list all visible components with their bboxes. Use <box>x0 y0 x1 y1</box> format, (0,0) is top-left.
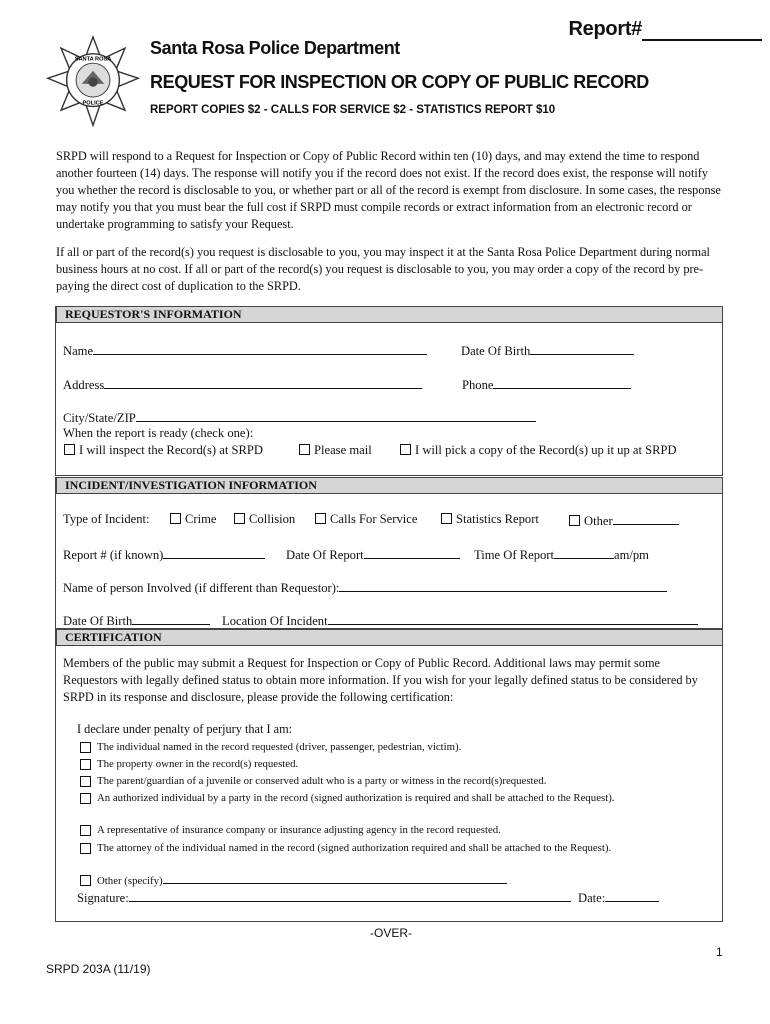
calls-checkbox[interactable] <box>315 513 326 524</box>
phone-field[interactable] <box>462 376 631 393</box>
police-badge-logo <box>46 34 140 130</box>
svg-text:POLICE: POLICE <box>82 100 104 107</box>
report-number-known-label: Report # (if known) <box>63 548 164 562</box>
stats-label: Statistics Report <box>456 512 539 526</box>
name-field[interactable] <box>63 342 427 359</box>
svg-text:SANTA ROSA: SANTA ROSA <box>74 56 112 63</box>
option-mail[interactable] <box>299 443 372 458</box>
incident-type-label: Type of Incident: <box>63 512 150 526</box>
city-field[interactable] <box>63 409 536 426</box>
signature-date-field[interactable] <box>578 889 659 906</box>
date-of-report-label: Date Of Report <box>286 548 364 562</box>
intro-paragraph-1: SRPD will respond to a Request for Inspection or Copy of Public Record within ten (10) days, and may extend the time to respond another fourteen (14) days. The response will notify you if the record does not exist. If the record does exist, the response will notify you whether the record is disclosable to you, or whether part or all of the record is exempt from disclosure. In some cases, the response may notify you that you must bear the full cost if SRPD must compile records or extract information from an electronic record or undertake programming to satisfy your Request. <box>56 149 721 231</box>
calls-label: Calls For Service <box>330 512 418 526</box>
cert-checkbox[interactable] <box>80 759 91 770</box>
person-involved-label: Name of person Involved (if different than Requestor): <box>63 581 340 595</box>
page-number: 1 <box>716 945 723 959</box>
cert-checkbox[interactable] <box>80 793 91 804</box>
pickup-checkbox[interactable] <box>400 444 411 455</box>
crime-label: Crime <box>185 512 217 526</box>
location-field[interactable] <box>222 612 698 629</box>
cert-item[interactable]: An authorized individual by a party in the record (signed authorization is required and shall be attached to the Request). <box>80 790 700 806</box>
cert-checkbox[interactable] <box>80 776 91 787</box>
department-name: Santa Rosa Police Department <box>150 38 400 58</box>
cert-checkbox[interactable] <box>80 825 91 836</box>
dob-label: Date Of Birth <box>461 344 531 358</box>
other-label: Other <box>584 514 613 528</box>
inspect-label: I will inspect the Record(s) at SRPD <box>79 443 263 457</box>
incident-dob-label: Date Of Birth <box>63 614 133 628</box>
option-pickup[interactable] <box>400 443 677 458</box>
type-calls[interactable] <box>315 512 417 527</box>
cert-checkbox[interactable] <box>80 875 91 886</box>
cert-item[interactable]: The property owner in the record(s) requested. <box>80 756 700 772</box>
report-number-field[interactable] <box>569 18 762 41</box>
type-collision[interactable] <box>234 512 295 527</box>
dob-field[interactable] <box>461 342 634 359</box>
time-of-report-field[interactable] <box>474 546 649 563</box>
signature-date-label: Date: <box>578 891 606 905</box>
incident-heading: INCIDENT/INVESTIGATION INFORMATION <box>56 477 723 494</box>
over-note: -OVER- <box>370 926 412 940</box>
cert-item[interactable]: The attorney of the individual named in the record (signed authorization required and shall be attached to the Request). <box>80 840 700 856</box>
signature-label: Signature: <box>77 891 129 905</box>
cert-item[interactable]: The parent/guardian of a juvenile or conserved adult who is a party or witness in the record(s)requested. <box>80 773 700 789</box>
location-label: Location Of Incident <box>222 614 328 628</box>
type-stats[interactable] <box>441 512 539 527</box>
fee-schedule: REPORT COPIES $2 - CALLS FOR SERVICE $2 - STATISTICS REPORT $10 <box>150 104 556 116</box>
stats-checkbox[interactable] <box>441 513 452 524</box>
collision-label: Collision <box>249 512 296 526</box>
cert-item[interactable]: A representative of insurance company or insurance adjusting agency in the record requested. <box>80 822 700 838</box>
phone-label: Phone <box>462 378 494 392</box>
cert-checkbox[interactable] <box>80 742 91 753</box>
report-number-known-field[interactable] <box>63 546 265 563</box>
inspect-checkbox[interactable] <box>64 444 75 455</box>
mail-label: Please mail <box>314 443 372 457</box>
report-number-label: Report# <box>568 18 642 40</box>
time-of-report-label: Time Of Report <box>474 548 554 562</box>
declare-text: I declare under penalty of perjury that I am: <box>77 722 293 736</box>
type-crime[interactable] <box>170 512 216 527</box>
cert-item[interactable]: The individual named in the record requested (driver, passenger, pedestrian, victim). <box>80 739 700 755</box>
ready-question: When the report is ready (check one): <box>63 426 254 440</box>
form-title: REQUEST FOR INSPECTION OR COPY OF PUBLIC RECORD <box>150 72 649 92</box>
certification-text: Members of the public may submit a Request for Inspection or Copy of Public Record. Additional laws may permit some Requestors with legally defined status to obtain more information. If you wish for your legally defined status to be considered by SRPD in its response and disclosure, please provide the following certification: <box>63 656 698 704</box>
signature-field[interactable] <box>77 889 571 906</box>
crime-checkbox[interactable] <box>170 513 181 524</box>
pickup-label: I will pick a copy of the Record(s) up it up at SRPD <box>415 443 677 457</box>
intro-paragraph-2: If all or part of the record(s) you request is disclosable to you, you may inspect it at the Santa Rosa Police Department during normal business hours at no cost. If all or part of the record(s) you request is disclosable to you, you may order a copy of the record by pre-paying the direct cost of duplication to the SRPD. <box>56 245 710 293</box>
address-field[interactable] <box>63 376 422 393</box>
type-other[interactable] <box>569 512 679 529</box>
address-label: Address <box>63 378 105 392</box>
certification-heading: CERTIFICATION <box>56 629 723 646</box>
person-involved-field[interactable] <box>63 579 667 596</box>
date-of-report-field[interactable] <box>286 546 460 563</box>
form-id: SRPD 203A (11/19) <box>46 962 151 976</box>
other-checkbox[interactable] <box>569 515 580 526</box>
collision-checkbox[interactable] <box>234 513 245 524</box>
cert-checkbox[interactable] <box>80 843 91 854</box>
city-label: City/State/ZIP <box>63 411 136 425</box>
cert-item-other[interactable]: Other (specify) <box>80 872 700 889</box>
option-inspect[interactable] <box>64 443 263 458</box>
ampm-label: am/pm <box>614 548 649 562</box>
requestor-heading: REQUESTOR'S INFORMATION <box>56 306 723 323</box>
incident-dob-field[interactable] <box>63 612 210 629</box>
mail-checkbox[interactable] <box>299 444 310 455</box>
name-label: Name <box>63 344 94 358</box>
